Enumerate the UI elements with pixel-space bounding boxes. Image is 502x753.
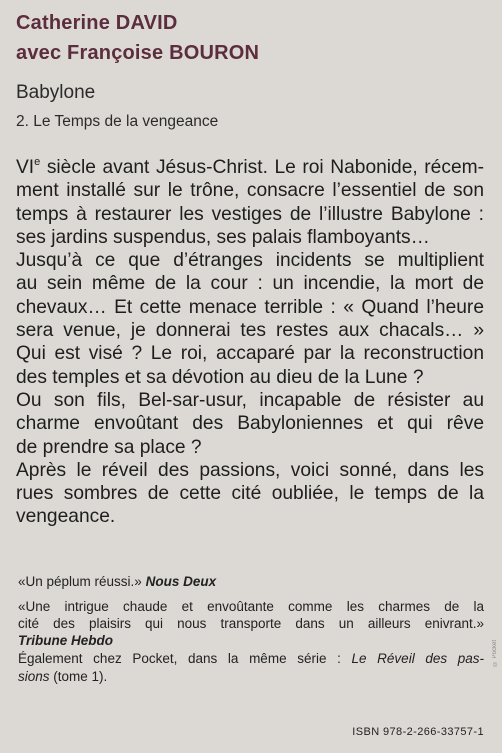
book-title: Babylone — [16, 82, 96, 103]
blurb-line: charme envoûtant des Babyloniennes et qui rêve — [16, 413, 484, 435]
blurb-line: ment installé sur le trône, consacre l’essentiel de son — [16, 180, 484, 202]
blurb-line: Qui est visé ? Le roi, accaparé par la reconstruction — [16, 343, 484, 365]
isbn: ISBN 978-2-266-33757-1 — [352, 726, 484, 738]
blurb-line: ses jardins suspendus, ses palais flamboyants… — [16, 226, 430, 248]
co-author-name: avec Françoise BOURON — [16, 42, 260, 64]
side-text: © Pocket — [492, 640, 498, 667]
blurb-line: des temples et sa dévotion au dieu de la Lune ? — [16, 366, 424, 388]
press-quote: «Une intrigue chaude et envoûtante comme les charmes de la cité des plaisirs qui nous transporte dans un ailleurs enivrant.» Tribune Hebdo — [18, 599, 484, 648]
blurb-line: vengeance. — [16, 506, 116, 528]
blurb-line: VIe siècle avant Jésus-Christ. Le roi Nabonide, récem- — [16, 156, 484, 178]
book-subtitle: 2. Le Temps de la vengeance — [16, 113, 219, 130]
blurb-line: Après le réveil des passions, voici sonné, dans les — [16, 459, 484, 481]
blurb-line: Ou son fils, Bel-sar-usur, incapable de résister au — [16, 389, 484, 411]
also-available: Également chez Pocket, dans la même série : Le Réveil des pas- sions (tome 1). — [18, 651, 484, 684]
blurb — [16, 156, 484, 529]
blurb-line: au sein même de la cour : un incendie, la mort de — [16, 273, 484, 295]
press-quote: «Un péplum réussi.» Nous Deux — [18, 574, 217, 589]
quote-source: Nous Deux — [145, 574, 217, 589]
blurb-line: de prendre sa place ? — [16, 436, 202, 458]
blurb-line: Jusqu’à ce que d’étranges incidents se multiplient — [16, 250, 484, 272]
author-name: Catherine DAVID — [16, 12, 178, 34]
blurb-line: rues sombres de cette cité oubliée, le temps de la — [16, 483, 484, 505]
blurb-line: temps à restaurer les vestiges de l’illustre Babylone : — [16, 203, 484, 225]
quote-source: Tribune Hebdo — [18, 633, 114, 648]
blurb-line: chevaux… Et cette menace terrible : « Quand l’heure — [16, 296, 484, 318]
blurb-line: sera venue, je donnerai tes restes aux chacals… » — [16, 320, 484, 342]
